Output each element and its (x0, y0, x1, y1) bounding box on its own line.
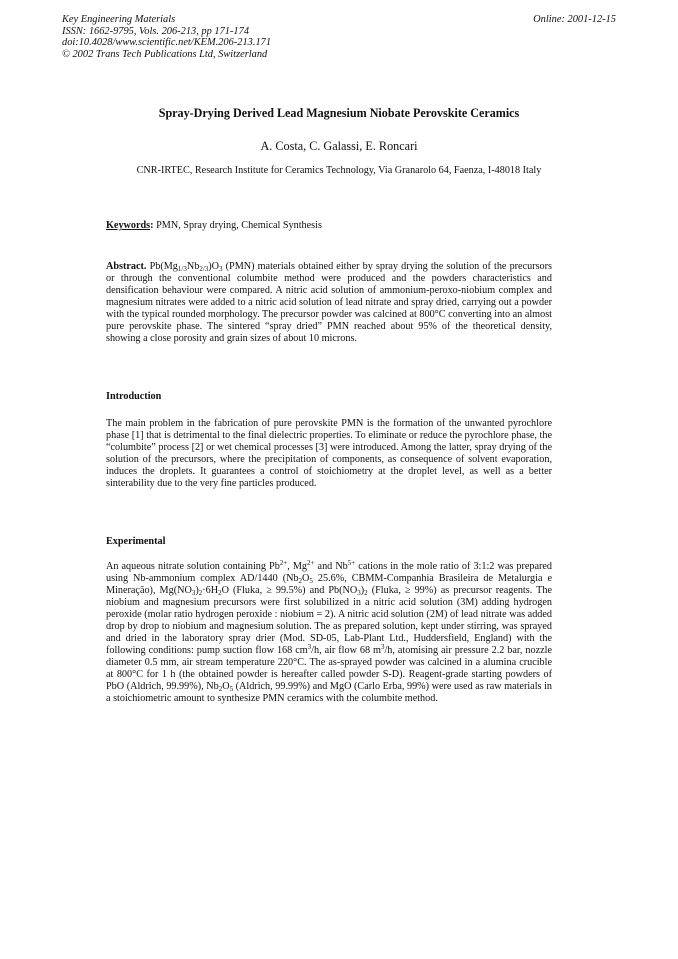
superscript: 2+ (279, 559, 288, 567)
text-run: and Nb (314, 561, 348, 572)
formula-subscript: 3 (219, 265, 223, 273)
text-run: cations in the mole ratio of 3:1:2 was prepared using Nb-ammonium complex AD/1440 (Nb (106, 561, 553, 584)
superscript: 3 (380, 643, 385, 651)
online-date: Online: 2001-12-15 (533, 14, 616, 25)
issn-line: ISSN: 1662-9795, Vols. 206-213, pp 171-174 (62, 25, 250, 37)
introduction-heading: Introduction (106, 391, 162, 402)
abstract-label: Abstract. (106, 261, 147, 272)
introduction-paragraph: The main problem in the fabrication of pure perovskite PMN is the formation of the unwanted pyrochlore phase [1] that is detrimental to the final dielectric properties. To eliminate or reduce the pyrochlore phase, the “columbite” process [2] or wet chemical processes [3] were introduced. Among the latter, spray drying of the solution of the precursors, where the precipitation of components, as consequence of solvent evaporation, induces the droplets. It guarantees a control of stoichiometry at the droplet level, as well as a better sinterability due to the very fine particles produced. (106, 418, 552, 489)
text-run: O (Fluka, ≥ 99.5%) and Pb(NO (221, 585, 358, 596)
experimental-heading: Experimental (106, 536, 166, 547)
keywords-text: PMN, Spray drying, Chemical Synthesis (153, 220, 322, 231)
subscript: 2 (218, 589, 222, 597)
text-run: (Fluka, ≥ 99%) as precursor reagents. The niobium and magnesium precursors were first solubilized in a nitric acid solution (3M) adding hydrogen peroxide (molar ratio hydrogen peroxide : niobium = 2). A nitric acid solution (2M) of lead nitrate was added drop by drop to niobium and magnesium solution. The as prepared solution, kept under stirring, was sprayed and dried in the laboratory spray drier (Mod. SD-05, Lab-Plant Ltd., Huddersfield, England) with the following conditions: pump suction flow 168 cm (106, 585, 552, 656)
superscript: 2+ (307, 559, 315, 567)
formula-subscript: 1/3 (177, 265, 187, 273)
text-run: An aqueous nitrate solution containing Pb (106, 561, 280, 572)
text-run: ) (195, 585, 199, 596)
abstract-text: (PMN) materials obtained either by spray drying the solution of the precursors or through the conventional columbite method were produced and the powders characteristics and densification behaviour were compared. A nitric acid solution of ammonium-peroxo-niobium complex and magnesium nitrates were added to a nitric acid solution of lead nitrate and spray dried, carrying out a powder with the typical rounded morphology. The precursor powder was calcined at 800°C converting into an almost pure perovskite phase. The sintered “spray dried” PMN reached about 95% of the theoretical density, showing a close porosity and grain sizes of about 10 microns. (106, 261, 552, 344)
text-run: , Mg (287, 561, 308, 572)
superscript: 3 (307, 643, 312, 651)
doi-link[interactable]: doi:10.4028/www.scientific.net/KEM.206-213.171 (62, 37, 272, 49)
text-run: 25.6%, CBMM-Companhia Brasileira de Metalurgia e Mineração), Mg(NO (106, 573, 552, 596)
abstract-formula-part: Nb (186, 261, 200, 272)
keywords-separator: : (150, 220, 154, 231)
copyright-line: © 2002 Trans Tech Publications Ltd, Switzerland (62, 48, 268, 60)
subscript: 2 (298, 577, 303, 585)
journal-name: Key Engineering Materials (62, 14, 176, 25)
paper-authors: A. Costa, C. Galassi, E. Roncari (260, 139, 418, 153)
text-run: O (302, 573, 310, 584)
subscript: 2 (364, 589, 368, 597)
text-run: (Aldrich, 99.99%) and MgO (Carlo Erba, 99%) were used as raw materials in a stoichiometric amount to synthesize PMN ceramics with the columbite method. (106, 681, 552, 704)
abstract-formula-part: Pb(Mg (146, 261, 178, 272)
subscript: 2 (198, 589, 203, 597)
paper-title: Spray-Drying Derived Lead Magnesium Niobate Perovskite Ceramics (158, 106, 520, 120)
subscript: 5 (309, 577, 313, 585)
experimental-paragraph (106, 561, 552, 705)
keywords-line (106, 220, 322, 231)
formula-subscript: 2/3 (199, 265, 209, 273)
paper-affiliation: CNR-IRTEC, Research Institute for Ceramics Technology, Via Granarolo 64, Faenza, I-48018 Italy (136, 165, 542, 176)
text-run: ·6H (202, 585, 219, 596)
text-run: /h, air flow 68 m (311, 645, 381, 656)
subscript: 3 (357, 589, 361, 597)
text-run: ) (360, 585, 365, 596)
journal-header (62, 14, 271, 60)
keywords-label: Keywords (106, 220, 151, 231)
abstract-paragraph (106, 261, 552, 345)
text-run: /h, atomising air pressure 2.2 bar, nozzle diameter 0.5 mm, air stream temperature 220°C. The as-sprayed powder was calcined in a alumina crucible at 800°C for 1 h (the obtained powder is hereafter called powder S-D). Reagent-grade starting powders of PbO (Aldrich, 99.99%), Nb (106, 645, 552, 692)
subscript: 5 (229, 685, 234, 693)
abstract-formula-part: )O (208, 261, 220, 272)
subscript: 3 (191, 589, 196, 597)
text-run: O (222, 681, 230, 692)
superscript: 5+ (347, 559, 356, 567)
subscript: 2 (218, 685, 223, 693)
